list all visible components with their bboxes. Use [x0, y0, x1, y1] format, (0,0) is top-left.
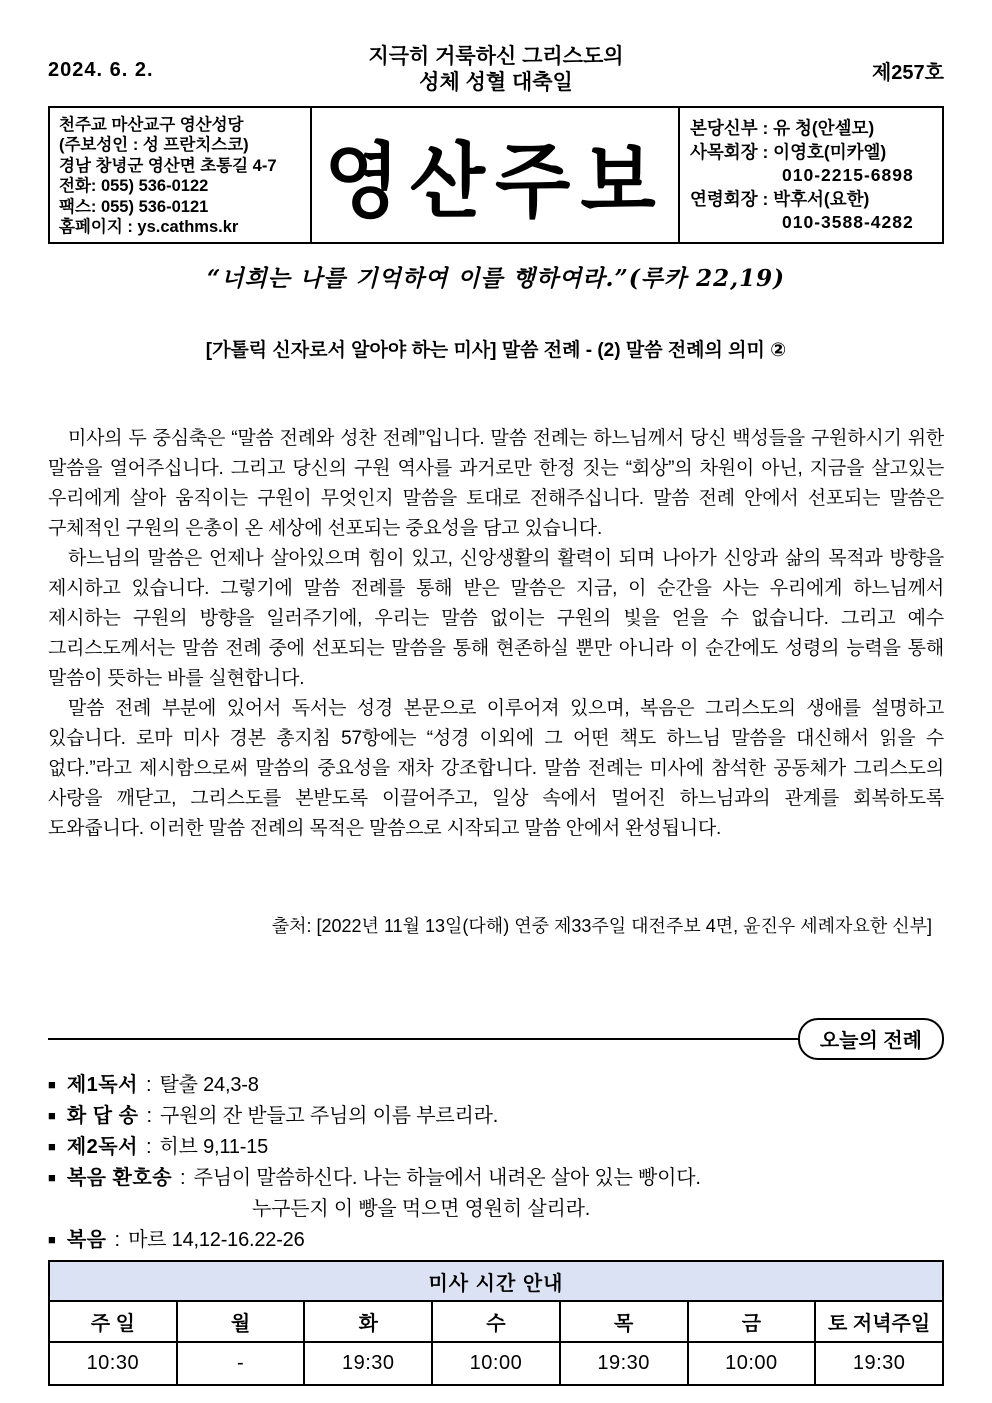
parish-homepage: 홈페이지 : ys.cathms.kr — [59, 218, 239, 237]
mass-time-tuesday: 19:30 — [304, 1342, 432, 1385]
purgatorial-society-president-line: 연령회장 : 박후서(요한) — [690, 188, 870, 209]
pastoral-council-president-line: 사목회장 : 이영호(미카엘) — [690, 141, 887, 162]
reading-value: 구원의 잔 받들고 주님의 이름 부르리라. — [160, 1105, 499, 1127]
todays-liturgy-badge: 오늘의 전례 — [798, 1018, 944, 1060]
square-bullet-icon: ■ — [48, 1077, 56, 1092]
reading-label: 제1독서 — [66, 1074, 138, 1096]
patron-saint: (주보성인 : 성 프란치스코) — [59, 136, 249, 155]
clergy-info-block — [680, 108, 942, 242]
mass-time-thursday: 19:30 — [560, 1342, 688, 1385]
feast-title — [368, 44, 623, 96]
day-header-tuesday: 화 — [304, 1301, 432, 1342]
masthead — [48, 44, 944, 96]
reading-separator: : — [146, 1105, 152, 1127]
reading-value: 히브 9,11-15 — [159, 1136, 269, 1158]
reading-label: 복음 — [66, 1229, 107, 1251]
todays-liturgy-divider — [48, 1018, 944, 1060]
feast-title-line-2: 성체 성혈 대축일 — [419, 71, 573, 94]
schedule-day-header-row — [49, 1301, 943, 1342]
scripture-quote: “너희는 나를 기억하여 이를 행하여라.”(루카 22,19) — [207, 265, 785, 292]
parish-phone: 전화: 055) 536-0122 — [59, 177, 209, 196]
pastoral-council-phone: 010-2215-6898 — [782, 165, 914, 185]
reading-item-gospel-acclamation-continued — [48, 1192, 944, 1223]
bulletin-title-cell — [312, 108, 680, 242]
reading-separator: : — [180, 1167, 186, 1189]
readings-list — [48, 1068, 944, 1254]
mass-time-saturday-vigil: 19:30 — [815, 1342, 943, 1385]
reading-item-responsorial-psalm — [48, 1099, 944, 1130]
header-box — [48, 106, 944, 244]
parish-name: 천주교 마산교구 영산성당 — [59, 116, 244, 134]
article-heading: [가톨릭 신자로서 알아야 하는 미사] 말씀 전례 - (2) 말씀 전례의 의미 ② — [205, 340, 787, 361]
article-paragraph: 하느님의 말씀은 언제나 살아있으며 힘이 있고, 신앙생활의 활력이 되며 나아가 신앙과 삶의 목적과 방향을 제시하고 있습니다. 그렇기에 말씀 전례를 통해 받은 말씀은 지금, 이 순간을 사는 우리에게 하느님께서 제시하는 구원의 방향을 일러주기에, 우리는 말씀 없이는 구원의 빛을 얻을 수 없습니다. 그리고 예수 그리스도께서는 말씀 전례 중에 선포되는 말씀을 통해 현존하실 뿐만 아니라 이 순간에도 성령의 능력을 통해 말씀이 뜻하는 바를 실현합니다. — [48, 548, 944, 689]
square-bullet-icon: ■ — [48, 1139, 56, 1154]
divider-rule — [48, 1038, 798, 1040]
pastor-line: 본당신부 : 유 청(안셀모) — [690, 118, 875, 138]
square-bullet-icon: ■ — [48, 1108, 56, 1123]
reading-separator: : — [114, 1229, 121, 1251]
mass-time-sunday: 10:30 — [49, 1342, 177, 1385]
reading-item-gospel — [48, 1223, 944, 1254]
schedule-time-row — [49, 1342, 943, 1385]
parish-fax: 팩스: 055) 536-0121 — [59, 197, 209, 216]
day-header-sunday: 주 일 — [49, 1301, 177, 1342]
schedule-title: 미사 시간 안내 — [49, 1261, 943, 1301]
mass-time-friday: 10:00 — [688, 1342, 816, 1385]
reading-label: 제2독서 — [66, 1136, 138, 1158]
issue-number: 제257호 — [871, 61, 944, 84]
article-body — [48, 424, 944, 844]
schedule-title-row — [49, 1261, 943, 1301]
article-source: 출처: [2022년 11월 13일(다해) 연중 제33주일 대전주보 4면, 윤진우 세례자요한 신부] — [271, 916, 932, 936]
reading-value: 누구든지 이 빵을 먹으면 영원히 살리라. — [252, 1198, 591, 1220]
mass-time-monday: - — [177, 1342, 305, 1385]
parish-info-block — [50, 108, 312, 242]
reading-item-second-reading — [48, 1130, 944, 1161]
day-header-monday: 월 — [177, 1301, 305, 1342]
article-paragraph: 말씀 전례 부분에 있어서 독서는 성경 본문으로 이루어져 있으며, 복음은 그리스도의 생애를 설명하고 있습니다. 로마 미사 경본 총지침 57항에는 “성경 이외에 그 어떤 책도 하느님 말씀을 대신해서 읽을 수 없다.”라고 제시함으로써 말씀의 중요성을 재차 강조합니다. 말씀 전례는 미사에 참석한 공동체가 그리스도의 사랑을 깨닫고, 그리스도를 본받도록 이끌어주고, 일상 속에서 멀어진 하느님과의 관계를 회복하도록 도와줍니다. 이러한 말씀 전례의 목적은 말씀으로 시작되고 말씀 안에서 완성됩니다. — [48, 698, 944, 839]
day-header-wednesday: 수 — [432, 1301, 560, 1342]
bulletin-title: 영산주보 — [324, 134, 666, 230]
reading-item-gospel-acclamation — [48, 1161, 944, 1192]
day-header-thursday: 목 — [560, 1301, 688, 1342]
mass-schedule-table — [48, 1260, 944, 1386]
square-bullet-icon: ■ — [48, 1170, 56, 1185]
square-bullet-icon: ■ — [48, 1232, 56, 1247]
reading-value: 마르 14,12-16.22-26 — [128, 1229, 305, 1251]
reading-separator: : — [145, 1136, 152, 1158]
reading-label: 복음 환호송 — [66, 1167, 173, 1189]
purgatorial-society-phone: 010-3588-4282 — [782, 212, 914, 232]
reading-label: 화 답 송 — [66, 1105, 139, 1127]
reading-separator: : — [145, 1074, 152, 1096]
reading-value: 탈출 24,3-8 — [159, 1074, 259, 1096]
parish-address: 경남 창녕군 영산면 초통길 4-7 — [59, 156, 277, 175]
day-header-friday: 금 — [688, 1301, 816, 1342]
feast-title-line-1: 지극히 거룩하신 그리스도의 — [368, 45, 624, 68]
issue-date: 2024. 6. 2. — [48, 58, 154, 81]
article-paragraph: 미사의 두 중심축은 “말씀 전례와 성찬 전례”입니다. 말씀 전례는 하느님께서 당신 백성들을 구원하시기 위한 말씀을 열어주십니다. 그리고 당신의 구원 역사를 과거로만 한정 짓는 “회상”의 차원이 아닌, 지금을 살고있는 우리에게 살아 움직이는 구원이 무엇인지 말씀을 토대로 전해주십니다. 말씀 전례 안에서 선포되는 말씀은 구체적인 구원의 은총이 온 세상에 선포되는 중요성을 담고 있습니다. — [48, 428, 944, 539]
mass-time-wednesday: 10:00 — [432, 1342, 560, 1385]
reading-item-first-reading — [48, 1068, 944, 1099]
reading-value: 주님이 말씀하신다. 나는 하늘에서 내려온 살아 있는 빵이다. — [193, 1167, 701, 1189]
day-header-saturday-vigil: 토 저녁주일 — [815, 1301, 943, 1342]
